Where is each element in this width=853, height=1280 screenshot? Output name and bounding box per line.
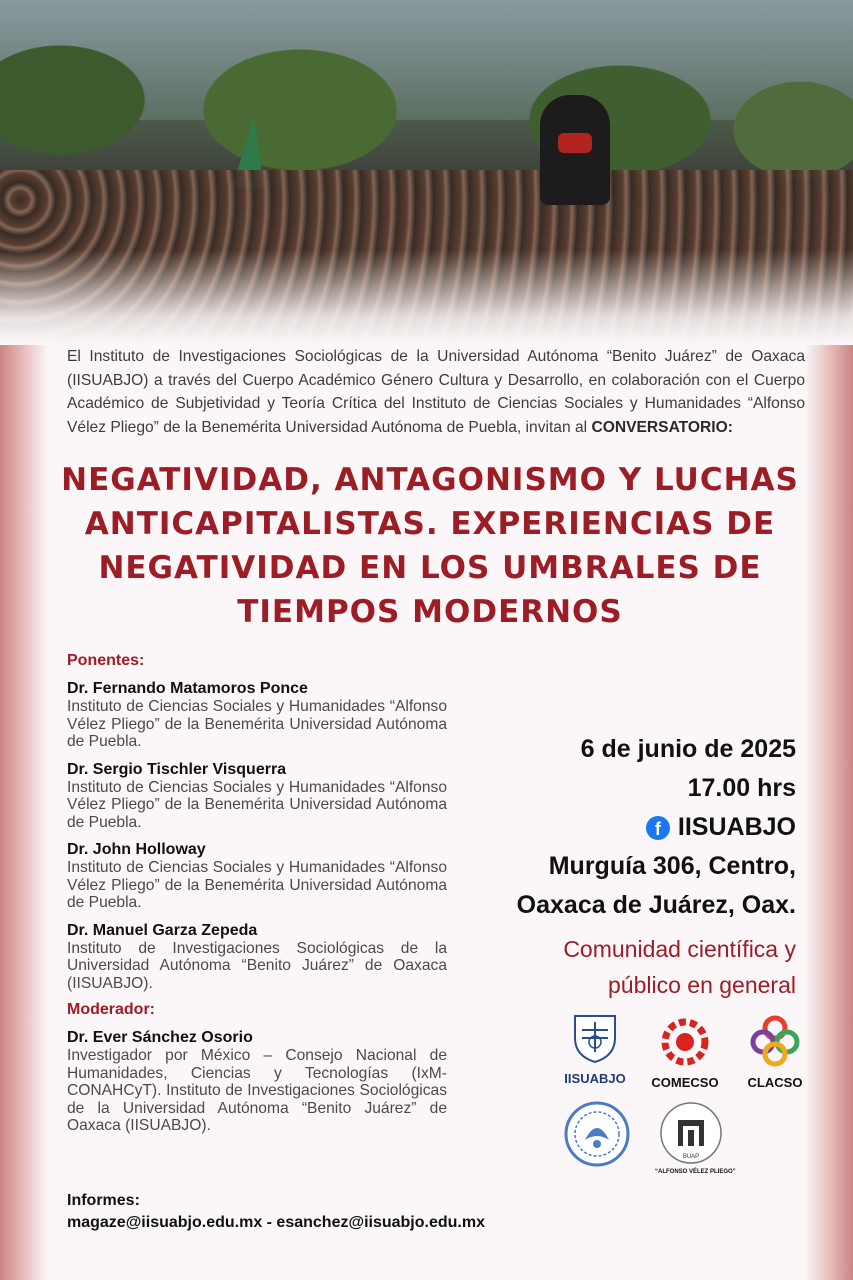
- comecso-logo: COMECSO: [645, 1016, 725, 1090]
- moderator: Dr. Ever Sánchez Osorio Investigador por México – Consejo Nacional de Humanidades, Ciencias y Tecnologías (IxM-CONAHCyT). Instituto de Investigaciones Sociológicas de la Universidad Autónoma “Benito Juárez” de Oaxaca (IISUABJO).: [67, 1029, 447, 1134]
- icsyh-seal-icon: [658, 1100, 724, 1166]
- header-photo-protest-crowd: [0, 0, 853, 345]
- icsyh-avp-logo: BUAP “ALFONSO VÉLEZ PLIEGO”: [655, 1100, 727, 1175]
- speaker: Dr. Manuel Garza Zepeda Instituto de Investigaciones Sociológicas de la Universidad Autónoma “Benito Juárez” de Oaxaca (IISUABJO).: [67, 921, 447, 992]
- raised-protester-shape: [540, 95, 610, 205]
- event-date: 6 de junio de 2025: [580, 735, 796, 763]
- clacso-rings-icon: [749, 1014, 801, 1068]
- iisuabjo-logo: IISUABJO: [555, 1008, 635, 1086]
- speaker: Dr. Sergio Tischler Visquerra Instituto de Ciencias Sociales y Humanidades “Alfonso Vélez Pliego” de la Benemérita Universidad Autónoma de Puebla.: [67, 760, 447, 831]
- speaker: Dr. Fernando Matamoros Ponce Instituto de Ciencias Sociales y Humanidades “Alfonso Vélez Pliego” de la Benemérita Universidad Autónoma de Puebla.: [67, 680, 447, 750]
- intro-paragraph: El Instituto de Investigaciones Sociológicas de la Universidad Autónoma “Benito Juárez” de Oaxaca (IISUABJO) a través del Cuerpo Académico Género Cultura y Desarrollo, en colaboración con el Cuerpo Académico de Subjetividad y Teoría Crítica del Instituto de Ciencias Sociales y Humanidades “Alfonso Vélez Pliego” de la Benemérita Universidad Autónoma de Puebla, invitan al CONVERSATORIO:: [67, 348, 805, 436]
- conversatorio-label: CONVERSATORIO:: [591, 418, 733, 436]
- speakers-column: [67, 652, 447, 1144]
- contact-emails[interactable]: magaze@iisuabjo.edu.mx - esanchez@iisuabjo.edu.mx: [67, 1214, 485, 1231]
- event-address-1: Murguía 306, Centro,: [548, 852, 796, 880]
- event-time: 17.00 hrs: [687, 774, 796, 802]
- speaker: Dr. John Holloway Instituto de Ciencias Sociales y Humanidades “Alfonso Vélez Pliego” de la Benemérita Universidad Autónoma de Puebla.: [67, 841, 447, 911]
- iisuabjo-shield-icon: [570, 1008, 620, 1064]
- facebook-page[interactable]: IISUABJO: [677, 813, 796, 841]
- comecso-circle-icon: [659, 1016, 711, 1068]
- moderador-label: Moderador:: [67, 1001, 155, 1018]
- buap-label: BUAP: [682, 1154, 700, 1160]
- event-details: [436, 730, 796, 1003]
- event-title: NEGATIVIDAD, ANTAGONISMO Y LUCHAS ANTICAPITALISTAS. EXPERIENCIAS DE NEGATIVIDAD EN LOS UMBRALES DE TIEMPOS MODERNOS: [61, 462, 799, 630]
- audience: Comunidad científica y público en general: [563, 936, 796, 998]
- ponentes-label: Ponentes:: [67, 652, 145, 669]
- contact-info: [67, 1190, 567, 1234]
- event-address-2: Oaxaca de Juárez, Oax.: [516, 891, 796, 919]
- clacso-logo: CLACSO: [735, 1014, 815, 1090]
- informes-label: Informes:: [67, 1192, 140, 1209]
- facebook-icon: f: [646, 816, 670, 840]
- buap-seal-logo: [561, 1100, 633, 1173]
- buap-seal-icon: [563, 1100, 631, 1168]
- facebook-line[interactable]: [436, 808, 796, 847]
